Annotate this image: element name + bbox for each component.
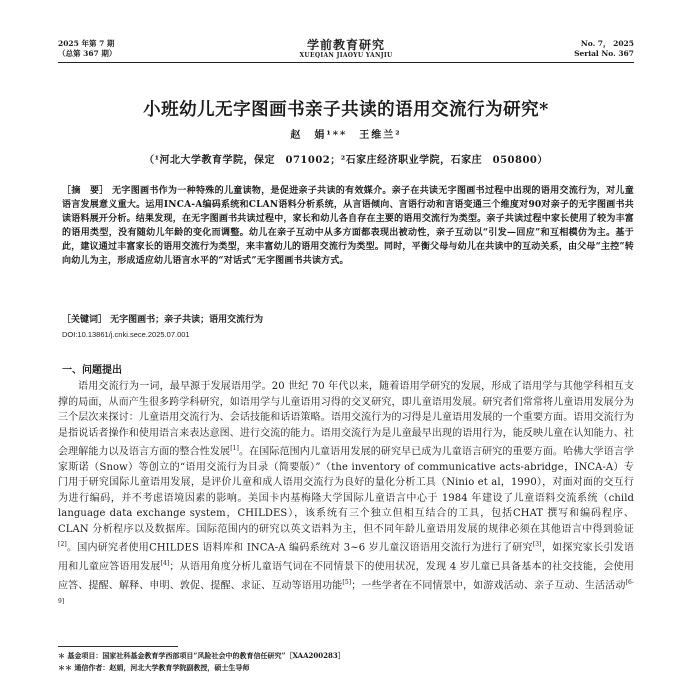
body-text-part5: ；从语用角度分析儿童语气词在不同情景下的使用状况，发现 4 岁儿童已具备基本的社交技能，会使用应答、提醒、解释、申明、敦促、提醒、求证、互动等语用功能 <box>58 561 634 592</box>
serial-number-english: Serial No. 367 <box>574 49 634 58</box>
footnote-fund: ＊ 基金项目：国家社科基金教育学西部项目“风险社会中的教育信任研究”［XAA200283］ <box>58 651 345 660</box>
issue-number-english: No. 7， 2025 <box>580 39 634 48</box>
keywords-label: ［关键词］ <box>62 315 108 325</box>
footnote-corresponding-author: ＊＊ 通信作者：赵娟，河北大学教育学院副教授，硕士生导师 <box>58 663 250 672</box>
journal-pinyin: XUEQIAN JIAOYU YANJIU <box>299 52 393 59</box>
issue-info-english <box>574 39 634 59</box>
section-heading: 一、问题提出 <box>62 365 122 376</box>
abstract-text: 无字图画书作为一种特殊的儿童读物，是促进亲子共读的有效媒介。亲子在共读无字图画书过程中出现的语用交流行为，对儿童语言发展意义重大。运用INCA-A编码系统和CLAN语料分析系统，从言语倾向、言语行动和言语变通三个维度对90对亲子的无字图画书共读语料展开分析。结果发现，在无字图画书共读过程中，家长和幼儿各自存在主要的语用交流行为类型。亲子共读过程中家长使用了较为丰富的语用类型，没有随幼儿年龄的变化而调整。幼儿在亲子互动中从多方面都表现出被动性，亲子互动以“引发—回应”和互相模仿为主。基于此，建议通过丰富家长的语用交流行为类型，来丰富幼儿的语用交流行为类型。同时，平衡父母与幼儿在共读中的互动关系，由父母“主控”转向幼儿为主，形成适应幼儿语言水平的“对话式”无字图画书共读方式。 <box>62 186 634 266</box>
citation[interactable]: [1] <box>230 445 239 452</box>
citation[interactable]: [4] <box>160 560 170 568</box>
footnote-divider <box>58 646 178 647</box>
citation[interactable]: [6-9] <box>58 578 634 605</box>
body-text-part6: ；一些学者在不同情景中，如游戏活动、亲子互动、生活活动 <box>351 580 626 592</box>
article-authors: 赵 娟¹** 王维兰² <box>290 130 402 141</box>
journal-name: 学前教育研究 <box>306 38 385 52</box>
journal-masthead <box>58 39 634 60</box>
keywords-text: 无字图画书；亲子共读；语用交流行为 <box>110 315 264 325</box>
issue-serial: （总第 367 期） <box>58 49 117 58</box>
body-text-part2: 。在国际范围内儿童语用发展的研究早已成为儿童语言研究的重要方面。哈佛大学语言学家斯诺（Snow）等创立的“语用交流行为目录（简要版）”（the inventory of communicative acts-abridge，INCA-A）专门用于研究国际儿童语用发展，是评价儿童和成人语用交流行为良好的量化分析工具（Ninio et al，1990），对面对面的交互行为进行编码，并不考虑语境因素的影响。美国卡内基梅隆大学国际儿童语言中心于 1984 年建设了儿童语料交流系统（child language data exchange system，CHILDES），该系统有三个独立但相互结合的工具，包括CHAT 撰写和编码程序、CLAN 分析程序以及数据库。国际范围内的研究以英文语料为主，但不同年龄儿童语用发展的规律必须在其他语言中得到验证 <box>58 446 634 535</box>
abstract <box>62 184 634 268</box>
doi[interactable]: DOI:10.13861/j.cnki.sece.2025.07.001 <box>62 330 190 339</box>
citation[interactable]: [5] <box>342 578 352 586</box>
keywords <box>62 313 634 327</box>
citation[interactable]: [2] <box>58 541 67 549</box>
author-affiliation: （¹河北大学教育学院，保定 071002；²石家庄经济职业学院，石家庄 050800） <box>144 155 548 166</box>
body-paragraph <box>58 379 634 613</box>
abstract-label: ［摘 要］ <box>62 186 109 196</box>
header-divider <box>58 62 634 63</box>
body-text-part4: ，如探究家长引发语用和儿童应答语用发展 <box>58 542 634 573</box>
body-text-part3: 。国内研究者使用CHILDES 语料库和 INCA-A 编码系统对 3~6 岁儿童汉语语用交流行为进行了研究 <box>66 542 533 554</box>
issue-year-number: 2025 年第 7 期 <box>58 39 115 48</box>
citation[interactable]: [3] <box>532 541 542 549</box>
body-text-part1: 语用交流行为一词，最早源于发展语用学。20 世纪 70 年代以来，随着语用学研究的发展，形成了语用学与其他学科相互支撑的局面，从而产生很多跨学科研究，如语用学与儿童语用习得的交叉研究，即儿童语用发展。研究者们常常将儿童语用发展分为三个层次来探讨：儿童语用交流行为、会话技能和话语策略。语用交流行为的习得是儿童语用发展的一个重要方面。语用交流行为是指说话者操作和使用语言来表达意图、进行交流的能力。语用交流行为是儿童最早出现的语用行为，能反映儿童在认知能力、社会理解能力以及语言方面的整合性发展 <box>58 381 634 458</box>
running-header <box>58 39 634 73</box>
article-title: 小班幼儿无字图画书亲子共读的语用交流行为研究* <box>143 100 549 120</box>
